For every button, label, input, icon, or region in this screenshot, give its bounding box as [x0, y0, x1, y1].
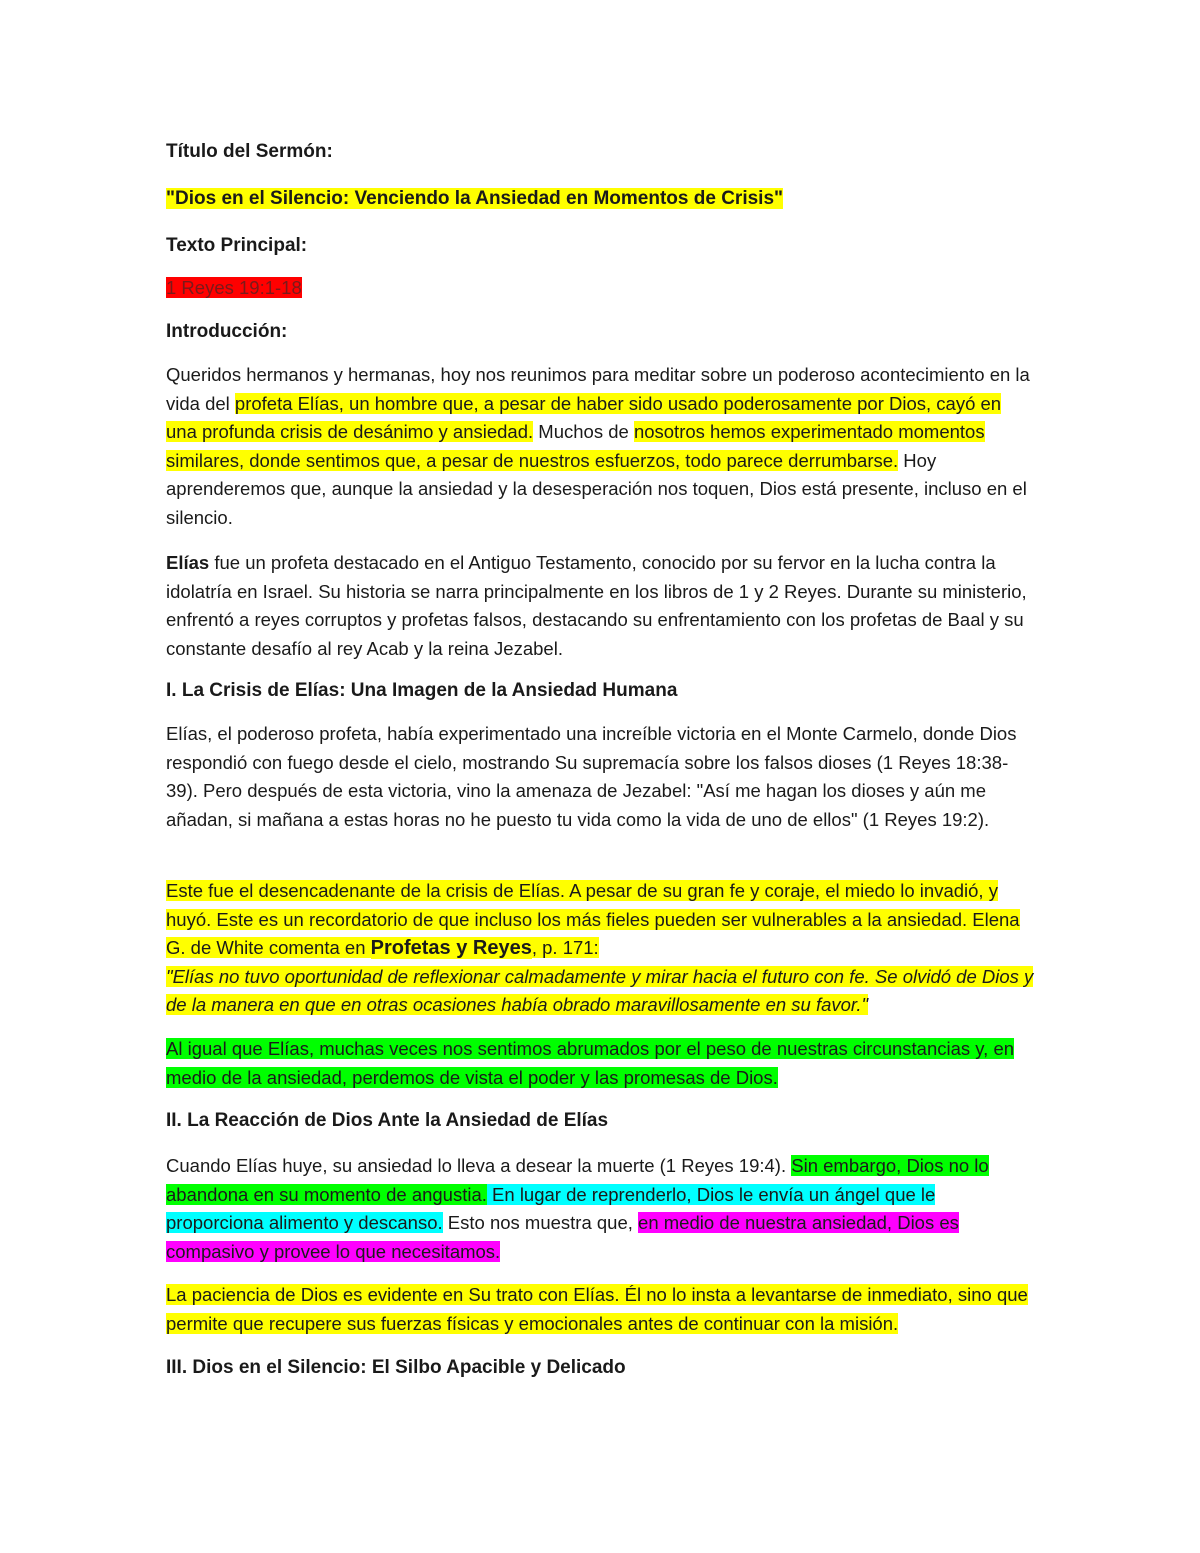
intro-text-3: Hoy aprenderemos que, aunque la ansiedad y la desesperación nos toquen, Dios está presente, incluso en el silencio. — [166, 449, 1027, 528]
title-label: Título del Sermón: — [166, 141, 333, 162]
text-label: Texto Principal: — [166, 235, 308, 256]
section1-paragraph-3 — [166, 1035, 1036, 1092]
intro-text-2: Muchos de — [533, 421, 634, 442]
intro-highlight-2: nosotros hemos experimentado momentos similares, donde sentimos que, a pesar de nuestros esfuerzos, todo parece derrumbarse. — [166, 421, 985, 471]
elias-name: Elías — [166, 552, 210, 573]
section2-text-1: Cuando Elías huye, su ansiedad lo lleva a desear la muerte (1 Reyes 19:4). — [166, 1155, 792, 1176]
section1-paragraph-2 — [166, 877, 1036, 1020]
section2-yellow-highlight: La paciencia de Dios es evidente en Su trato con Elías. Él no lo insta a levantarse de inmediato, sino que permite que recupere sus fuerzas físicas y emocionales antes de continuar con la misión. — [166, 1284, 1028, 1334]
white-quote: "Elías no tuvo oportunidad de reflexionar calmadamente y mirar hacia el futuro con fe. Se olvidó de Dios y de la manera en que en otras ocasiones había obrado maravillosamente en su favor." — [166, 965, 1034, 1015]
section2-paragraph-1 — [166, 1152, 1036, 1266]
section1-highlight-d: , p. 171: — [531, 937, 599, 958]
elias-text: fue un profeta destacado en el Antiguo Testamento, conocido por su fervor en la lucha contra la idolatría en Israel. Su historia se narra principalmente en los libros de 1 y 2 Reyes. Durante su ministerio, enfrentó a reyes corruptos y profetas falsos, destacando su enfrentamiento con los profetas de Baal y su constante desafío al rey Acab y la reina Jezabel. — [166, 552, 1027, 659]
book-title: Profetas y Reyes — [370, 937, 532, 959]
section1-paragraph-1: Elías, el poderoso profeta, había experimentado una increíble victoria en el Monte Carmelo, donde Dios respondió con fuego desde el cielo, mostrando Su supremacía sobre los falsos dioses (1 Reyes 18:38-39). Pero después de esta victoria, vino la amenaza de Jezabel: "Así me hagan los dioses y aún me añadan, si mañana a estas horas no he puesto tu vida como la vida de uno de ellos" (1 Reyes 19:2). — [166, 723, 1017, 830]
section2-paragraph-2 — [166, 1281, 1036, 1338]
section2-cyan-highlight: En lugar de reprenderlo, Dios le envía un ángel que le proporciona alimento y descanso. — [166, 1183, 936, 1233]
scripture-reference-text: 1 Reyes 19:1-18 — [166, 277, 302, 298]
sermon-title-text: "Dios en el Silencio: Venciendo la Ansiedad en Momentos de Crisis" — [166, 188, 784, 209]
intro-text-1: Queridos hermanos y hermanas, hoy nos reunimos para meditar sobre un poderoso acontecimiento en la vida del — [166, 364, 1030, 414]
section1-highlight-b: Elena G. de White comenta en — [166, 908, 1020, 958]
section3-heading: III. Dios en el Silencio: El Silbo Apacible y Delicado — [166, 1357, 626, 1378]
section2-magenta-highlight: en medio de nuestra ansiedad, Dios es compasivo y provee lo que necesitamos. — [166, 1212, 959, 1262]
section1-heading: I. La Crisis de Elías: Una Imagen de la Ansiedad Humana — [166, 680, 678, 701]
section1-highlight-a: Este fue el desencadenante de la crisis de Elías. A pesar de su gran fe y coraje, el miedo lo invadió, y huyó. Este es un recordatorio de que incluso los más fieles pueden ser vulnerables a la ansiedad. — [166, 880, 998, 930]
sermon-title — [166, 185, 783, 213]
section1-green-highlight: Al igual que Elías, muchas veces nos sentimos abrumados por el peso de nuestras circunstancias y, en medio de la ansiedad, perdemos de vista el poder y las promesas de Dios. — [166, 1038, 1015, 1088]
section2-green-highlight: Sin embargo, Dios no lo abandona en su momento de angustia. — [166, 1155, 989, 1205]
scripture-reference — [166, 274, 302, 303]
section2-heading: II. La Reacción de Dios Ante la Ansiedad de Elías — [166, 1110, 609, 1131]
section2-text-2: Esto nos muestra que, — [442, 1212, 639, 1233]
intro-highlight-1: profeta Elías, un hombre que, a pesar de haber sido usado poderosamente por Dios, cayó en una profunda crisis de desánimo y ansiedad. — [166, 392, 1002, 442]
intro-heading: Introducción: — [166, 321, 288, 342]
intro-paragraph — [166, 361, 1036, 532]
elias-paragraph — [166, 549, 1036, 663]
